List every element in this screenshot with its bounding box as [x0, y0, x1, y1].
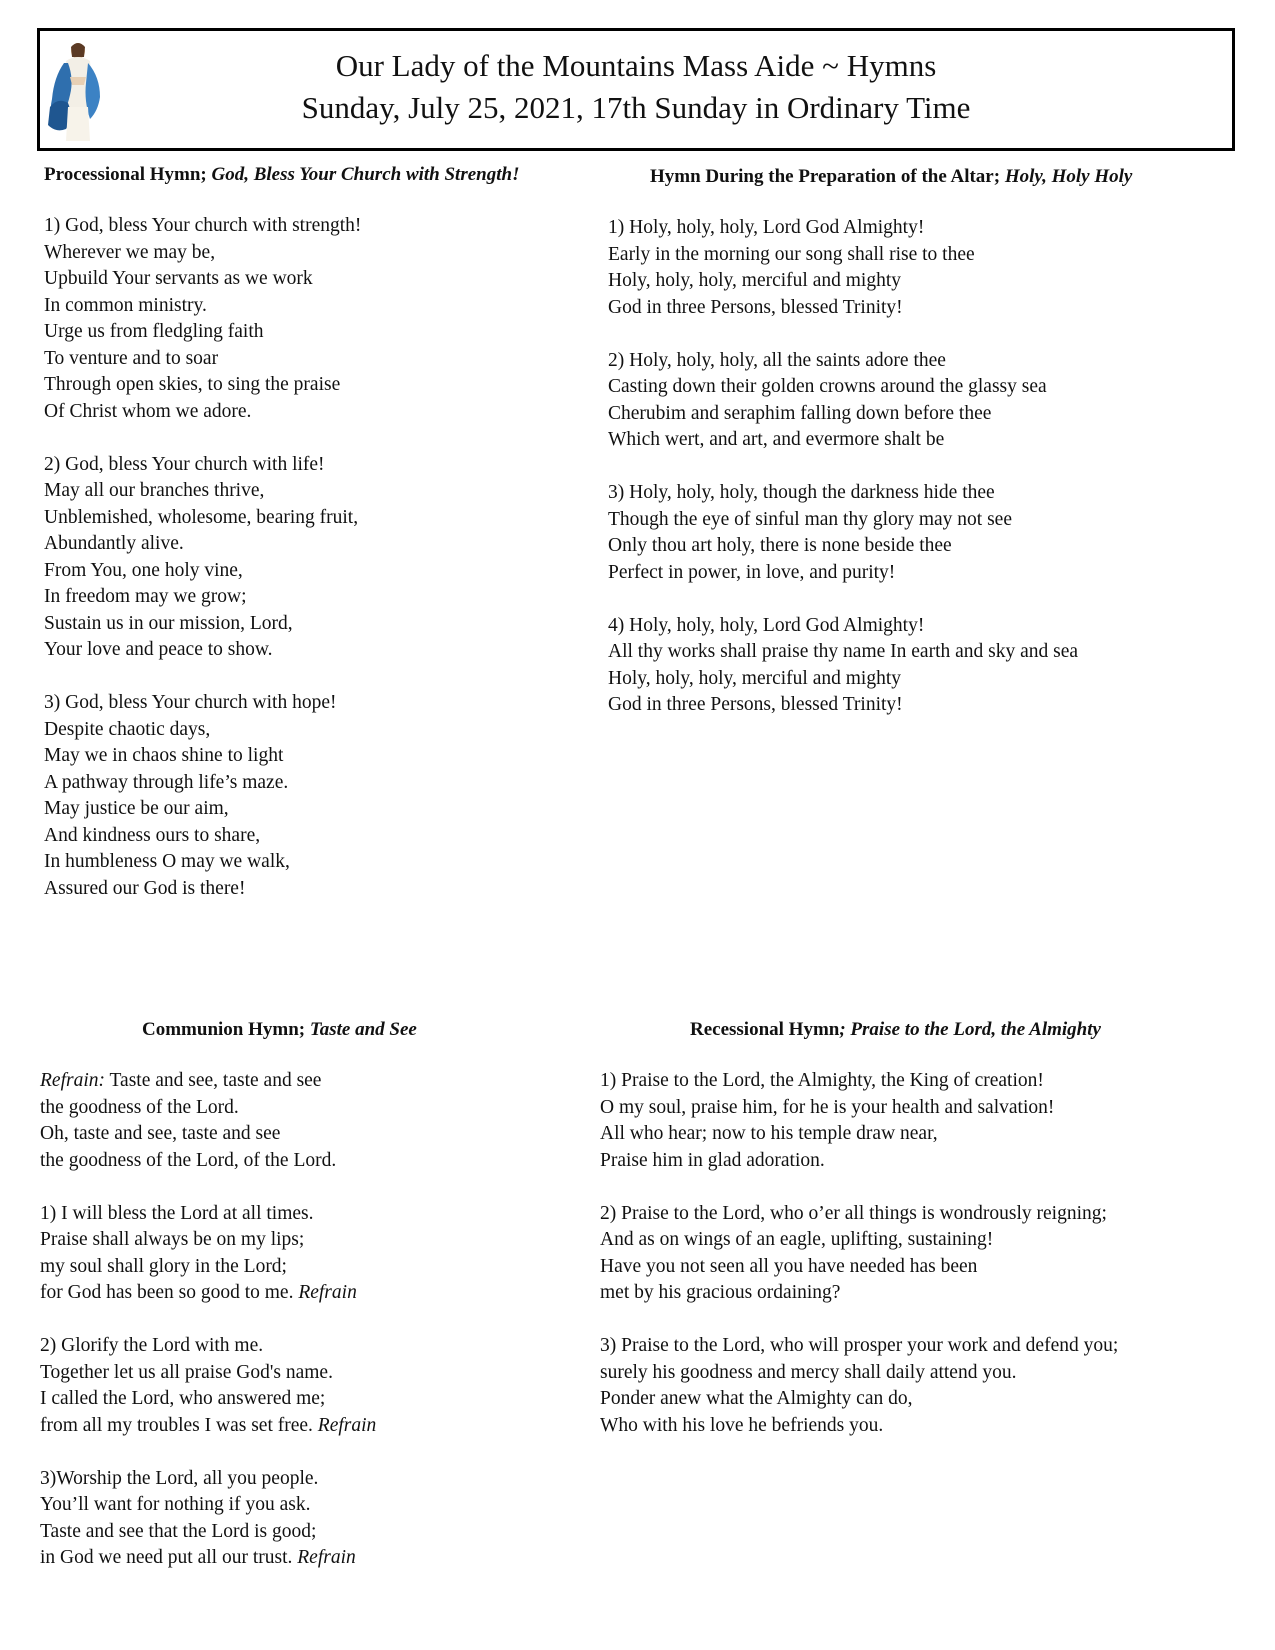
verse-line: Despite chaotic days,	[44, 718, 211, 740]
verse-text: for God has been so good to me.	[40, 1282, 299, 1303]
hymn-name: ; Praise to the Lord, the Almighty	[839, 1019, 1101, 1040]
processional-heading	[44, 164, 604, 186]
verse-line: In humbleness O may we walk,	[44, 851, 290, 872]
verse-line: And kindness ours to share,	[44, 824, 261, 846]
verse-line: May all our branches thrive,	[44, 480, 265, 501]
verse-line: Oh, taste and see, taste and see	[40, 1123, 281, 1144]
verse-line: 1) Praise to the Lord, the Almighty, the King of creation!	[600, 1070, 1044, 1091]
section-label: Communion Hymn;	[142, 1019, 310, 1040]
page-subtitle: Sunday, July 25, 2021, 17th Sunday in Ordinary Time	[301, 90, 971, 125]
verse-line: Assured our God is there!	[44, 877, 246, 899]
refrain-marker: Refrain	[317, 1414, 377, 1436]
verse-line: All who hear; now to his temple draw near,	[600, 1123, 938, 1144]
verse-line: 4) Holy, holy, holy, Lord God Almighty!	[608, 614, 925, 636]
verse-line: I called the Lord, who answered me;	[40, 1388, 326, 1409]
verse-line: Cherubim and seraphim falling down before thee	[608, 402, 992, 424]
refrain-marker: Refrain	[298, 1282, 357, 1303]
verse-line: 2) God, bless Your church with life!	[44, 453, 325, 475]
refrain-label: Refrain:	[40, 1070, 105, 1091]
verse-line: Your love and peace to show.	[44, 639, 273, 660]
verse-line: met by his gracious ordaining?	[600, 1282, 841, 1303]
verse-line	[40, 1545, 600, 1572]
verse-line: 1) God, bless Your church with strength!	[44, 215, 362, 236]
refrain-text: Taste and see, taste and see	[104, 1070, 322, 1091]
verse-line: the goodness of the Lord.	[40, 1096, 239, 1118]
verse-line: A pathway through life’s maze.	[44, 771, 289, 793]
verse-line: God in three Persons, blessed Trinity!	[608, 694, 903, 715]
verse	[40, 1333, 600, 1439]
section-label: Recessional Hymn	[690, 1019, 840, 1040]
verse-line: From You, one holy vine,	[44, 559, 243, 581]
verse-line: 2) Praise to the Lord, who o’er all things is wondrously reigning;	[600, 1202, 1107, 1224]
communion-heading	[40, 1019, 600, 1041]
verse-line: the goodness of the Lord, of the Lord.	[40, 1149, 337, 1171]
header-box	[37, 28, 1235, 151]
verse-line: Wherever we may be,	[44, 241, 216, 263]
verse-line: Of Christ whom we adore.	[44, 400, 252, 422]
page-title: Our Lady of the Mountains Mass Aide ~ Hymns	[335, 48, 937, 83]
verse-line: 2) Glorify the Lord with me.	[40, 1335, 264, 1356]
recessional-heading	[600, 1019, 1240, 1041]
section-label: Processional Hymn;	[44, 164, 212, 185]
verse-line: Sustain us in our mission, Lord,	[44, 612, 293, 634]
section-label: Hymn During the Preparation of the Altar;	[650, 166, 1005, 187]
verse-line: You’ll want for nothing if you ask.	[40, 1494, 311, 1515]
verse-line: To venture and to soar	[44, 347, 219, 369]
verse-text: from all my troubles I was set free.	[40, 1414, 318, 1436]
verse	[608, 348, 1228, 454]
verse	[44, 690, 604, 902]
verse-line: 3) God, bless Your church with hope!	[44, 692, 337, 713]
verse	[600, 1201, 1240, 1307]
verse-line: Ponder anew what the Almighty can do,	[600, 1388, 913, 1409]
verse-line: Praise him in glad adoration.	[600, 1149, 825, 1171]
verse-line: 3) Holy, holy, holy, though the darkness hide thee	[608, 482, 995, 503]
hymn-name: Taste and See	[309, 1019, 417, 1040]
verse-line: Holy, holy, holy, merciful and mighty	[608, 270, 901, 291]
verse-line: Only thou art holy, there is none beside thee	[608, 535, 952, 556]
verse	[608, 215, 1228, 321]
hymn-name: Holy, Holy Holy	[1004, 166, 1133, 187]
verse-line: May justice be our aim,	[44, 798, 229, 819]
refrain-marker: Refrain	[297, 1547, 356, 1568]
verse	[600, 1068, 1240, 1174]
communion-hymn	[40, 1019, 600, 1598]
verse-line: In common ministry.	[44, 294, 207, 316]
verse-line	[40, 1413, 600, 1440]
verse-line: Early in the morning our song shall rise to thee	[608, 243, 975, 265]
verse-line: surely his goodness and mercy shall daily attend you.	[600, 1361, 1017, 1383]
verse-line: Taste and see that the Lord is good;	[40, 1520, 317, 1542]
verse-line: my soul shall glory in the Lord;	[40, 1255, 287, 1277]
preparation-heading	[608, 166, 1228, 188]
processional-hymn	[44, 164, 604, 929]
verse-line: 1) I will bless the Lord at all times.	[40, 1202, 314, 1224]
verse-line: All thy works shall praise thy name In earth and sky and sea	[608, 641, 1079, 662]
preparation-hymn	[608, 166, 1228, 745]
verse	[40, 1201, 600, 1307]
verse-line: Unblemished, wholesome, bearing fruit,	[44, 506, 359, 528]
verse-line: 2) Holy, holy, holy, all the saints adore thee	[608, 349, 946, 371]
verse-line	[40, 1068, 600, 1095]
verse	[608, 613, 1228, 719]
verse-line: 3)Worship the Lord, all you people.	[40, 1467, 319, 1489]
verse-line: 3) Praise to the Lord, who will prosper your work and defend you;	[600, 1335, 1119, 1356]
verse-line: Though the eye of sinful man thy glory may not see	[608, 508, 1012, 530]
verse-line: And as on wings of an eagle, uplifting, sustaining!	[600, 1229, 994, 1250]
verse	[44, 213, 604, 425]
verse-line: Holy, holy, holy, merciful and mighty	[608, 667, 901, 689]
verse-line: Together let us all praise God's name.	[40, 1361, 333, 1383]
verse	[600, 1333, 1240, 1439]
verse-line: O my soul, praise him, for he is your health and salvation!	[600, 1096, 1055, 1118]
verse	[608, 480, 1228, 586]
verse-line	[40, 1280, 600, 1307]
verse-line: Perfect in power, in love, and purity!	[608, 561, 896, 583]
verse-line: God in three Persons, blessed Trinity!	[608, 296, 903, 318]
verse-line: Through open skies, to sing the praise	[44, 374, 341, 395]
refrain	[40, 1068, 600, 1174]
verse	[44, 452, 604, 664]
verse	[40, 1466, 600, 1572]
verse-line: Abundantly alive.	[44, 533, 184, 554]
verse-line: Praise shall always be on my lips;	[40, 1229, 305, 1250]
recessional-hymn	[600, 1019, 1240, 1466]
verse-line: Which wert, and art, and evermore shalt be	[608, 429, 945, 450]
verse-line: May we in chaos shine to light	[44, 745, 284, 766]
verse-line: 1) Holy, holy, holy, Lord God Almighty!	[608, 217, 925, 238]
verse-line: Have you not seen all you have needed has been	[600, 1255, 978, 1277]
verse-line: Casting down their golden crowns around the glassy sea	[608, 376, 1047, 397]
verse-text: in God we need put all our trust.	[40, 1547, 298, 1568]
verse-line: In freedom may we grow;	[44, 586, 247, 607]
verse-line: Urge us from fledgling faith	[44, 321, 264, 342]
hymn-name: God, Bless Your Church with Strength!	[211, 164, 520, 185]
verse-line: Upbuild Your servants as we work	[44, 268, 313, 289]
verse-line: Who with his love he befriends you.	[600, 1414, 884, 1436]
